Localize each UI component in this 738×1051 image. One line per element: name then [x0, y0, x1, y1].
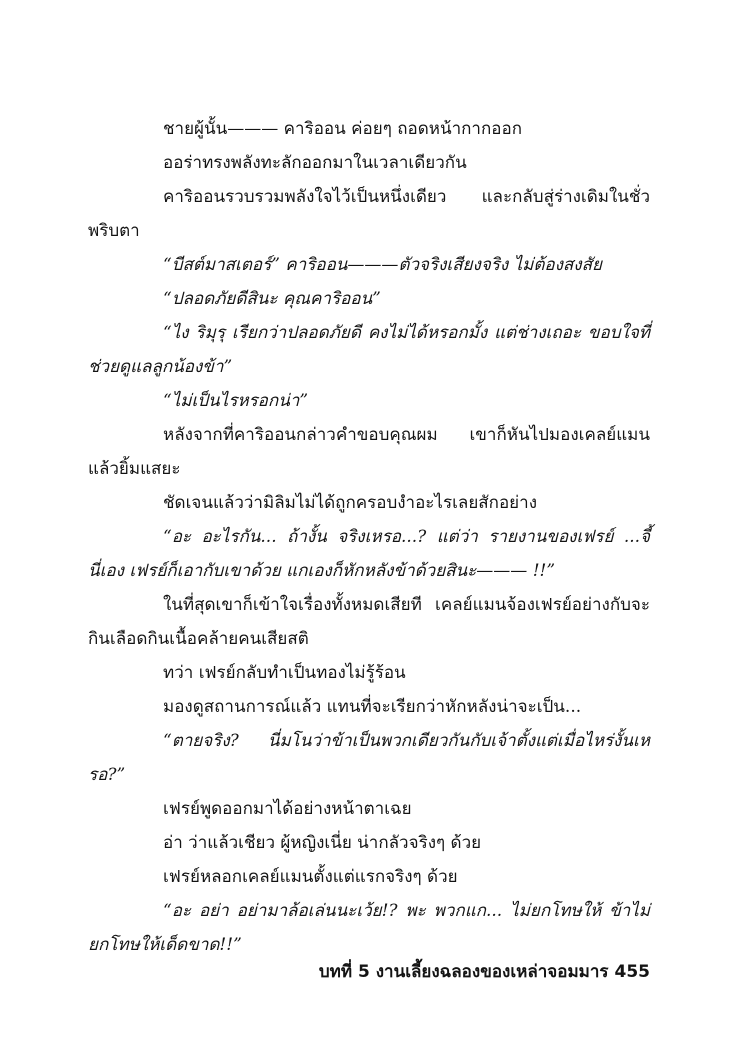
body-text	[88, 112, 650, 962]
paragraph: หลังจากที่คาริออนกล่าวคำขอบคุณผม เขาก็หันไปมองเคลย์แมน แล้วยิ้มแสยะ	[88, 425, 650, 479]
paragraph: ทว่า เฟรย์กลับทำเป็นทองไม่รู้ร้อน	[163, 663, 406, 683]
dialogue-paragraph: “อะ อย่า อย่ามาล้อเล่นนะเว้ย!? พะ พวกแก... ไม่ยกโทษให้ ข้าไม่ยกโทษให้เด็ดขาด!!”	[88, 901, 650, 955]
paragraph: เฟรย์พูดออกมาได้อย่างหน้าตาเฉย	[163, 799, 412, 819]
paragraph: ชัดเจนแล้วว่ามิลิมไม่ได้ถูกครอบงำอะไรเลยสักอย่าง	[163, 493, 537, 513]
dialogue-paragraph: “อะ อะไรกัน... ถ้างั้น จริงเหรอ...? แต่ว่า รายงานของเฟรย์ ...จี้ นี่เอง เฟรย์ก็เอากับเขาด้วย แกเองก็หักหลังข้าด้วยสินะ——— !!”	[88, 527, 650, 581]
page-number: 455	[614, 962, 650, 982]
dialogue-paragraph: “ไม่เป็นไรหรอกน่า”	[163, 391, 309, 411]
paragraph: เฟรย์หลอกเคลย์แมนตั้งแต่แรกจริงๆ ด้วย	[163, 867, 458, 887]
dialogue-paragraph: “ตายจริง? นี่มโนว่าข้าเป็นพวกเดียวกันกับเจ้าตั้งแต่เมื่อไหร่งั้นเหรอ?”	[88, 731, 650, 785]
paragraph: ในที่สุดเขาก็เข้าใจเรื่องทั้งหมดเสียที เคลย์แมนจ้องเฟรย์อย่างกับจะกินเลือดกินเนื้อคล้ายคนเสียสติ	[88, 595, 650, 649]
dialogue-paragraph: “ปลอดภัยดีสินะ คุณคาริออน”	[163, 289, 381, 309]
dialogue-paragraph: “ไง ริมุรุ เรียกว่าปลอดภัยดี คงไม่ได้หรอกมั้ง แต่ช่างเถอะ ขอบใจที่ช่วยดูแลลูกน้องข้า”	[88, 323, 650, 377]
paragraph: ออร่าทรงพลังทะลักออกมาในเวลาเดียวกัน	[163, 153, 467, 173]
paragraph: มองดูสถานการณ์แล้ว แทนที่จะเรียกว่าหักหลังน่าจะเป็น...	[163, 697, 582, 717]
chapter-title: บทที่ 5 งานเลี้ยงฉลองของเหล่าจอมมาร	[318, 962, 609, 982]
paragraph: อ่า ว่าแล้วเชียว ผู้หญิงเนี่ย น่ากลัวจริงๆ ด้วย	[163, 833, 482, 853]
paragraph: ชายผู้นั้น——— คาริออน ค่อยๆ ถอดหน้ากากออก	[163, 119, 522, 139]
paragraph: คาริออนรวบรวมพลังใจไว้เป็นหนึ่งเดียว และกลับสู่ร่างเดิมในชั่วพริบตา	[88, 187, 650, 241]
dialogue-paragraph: “บีสต์มาสเตอร์” คาริออน———ตัวจริงเสียงจริง ไม่ต้องสงสัย	[163, 255, 602, 275]
page-footer	[88, 958, 650, 985]
